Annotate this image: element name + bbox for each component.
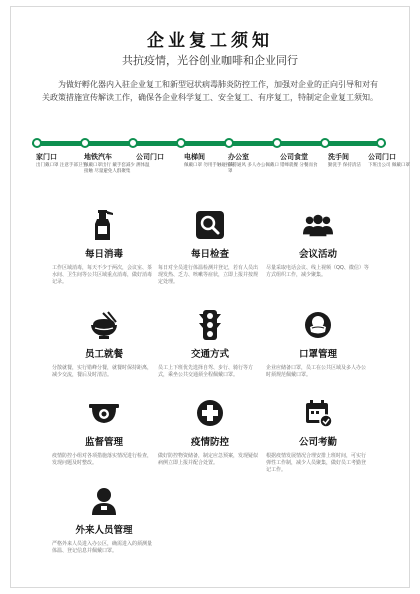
card-description: 尽量采取电话会议、线上视频（QQ、微信）等方式组织工作，减少聚集。 (266, 265, 369, 278)
intro-paragraph: 为做好孵化器内入驻企业复工和新型冠状病毒肺炎防控工作，加强对企业的正向引导和对有关政策措施宣传解读工作，确保各企业科学复工、安全复工、有序复工，特制定企业复工须知。 (42, 80, 378, 102)
card-daily-disinfection (44, 210, 164, 286)
card-mask-management (258, 310, 378, 379)
magnifier-icon (195, 210, 225, 240)
mask-face-icon (303, 310, 333, 340)
medical-cross-icon (195, 398, 225, 428)
timeline-stop-note: 出门戴口罩 注意手部卫生 (36, 163, 87, 168)
card-title: 每日检查 (190, 249, 229, 260)
card-description: 根据疫情发展情况合理安排上班时间，可实行弹性工作制，减少人员聚集，做好员工考勤登记工作。 (266, 453, 367, 473)
rice-bowl-icon (89, 310, 119, 340)
card-title: 外来人员管理 (75, 525, 133, 536)
card-description: 严格外来人员进入办公区，确需进入的须测量体温、登记信息并佩戴口罩。 (52, 541, 153, 554)
timeline-stop (36, 152, 88, 169)
timeline-dot (224, 138, 234, 148)
timeline-dot (376, 138, 386, 148)
timeline-stop-note: 错峰就餐 分餐而食 (280, 163, 318, 168)
timeline-dot (272, 138, 282, 148)
timeline-stop-title: 办公室 (228, 153, 249, 161)
timeline-dot (176, 138, 186, 148)
card-description: 工作区域消毒，每天不少于两次，会议室、茶水间、卫生间等公共区域重点消毒，做好消毒记录。 (52, 265, 153, 285)
card-title: 公司考勤 (298, 437, 337, 448)
camera-icon (89, 398, 119, 428)
person-badge-icon (89, 486, 119, 516)
timeline-stop-title: 家门口 (36, 153, 57, 161)
page-title: 企业复工须知 (147, 31, 273, 51)
card-title: 口罩管理 (298, 349, 337, 360)
card-description: 分散就餐，实行错峰分餐，就餐时保持距离，减少交流，餐后及时清洁。 (52, 365, 153, 378)
card-description: 员工上下班优先选择自驾、步行、骑行等方式，乘坐公共交通须全程佩戴口罩。 (158, 365, 254, 378)
timeline-dot (320, 138, 330, 148)
timeline-stop-note: 保持通风 多人办公佩戴口罩 (228, 163, 279, 174)
timeline-dot (32, 138, 42, 148)
timeline-dot (128, 138, 138, 148)
card-description: 每日对全员进行体温检测并登记，若有人员出现发热、乏力、咳嗽等症状，立即上报并按规定处理。 (158, 265, 259, 285)
timeline-stop-title: 公司门口 (136, 153, 164, 161)
card-meetings (258, 210, 378, 279)
timeline-stop (136, 152, 188, 169)
traffic-light-icon (195, 310, 225, 340)
card-description: 疫情防控小组对各项措施落实情况进行检查，发现问题及时整改。 (52, 453, 153, 466)
timeline-stop-note: 佩戴口罩出行 戴手套减少接触 尽量避免人群聚集 (84, 163, 135, 174)
card-attendance (258, 398, 378, 474)
card-supervision (44, 398, 164, 467)
page-subtitle: 共抗疫情，光谷创业咖啡和企业同行 (122, 54, 298, 67)
card-daily-inspection (150, 210, 270, 286)
timeline-stop (84, 152, 136, 175)
timeline-stop-title: 洗手间 (328, 153, 349, 161)
timeline-stop (368, 152, 412, 169)
card-title: 会议活动 (298, 249, 337, 260)
timeline-stop-title: 地铁汽车 (84, 153, 112, 161)
card-description: 企业应储备口罩，员工在公共区域及多人办公时须规范佩戴口罩。 (266, 365, 367, 378)
timeline-stop (228, 152, 280, 175)
card-staff-dining (44, 310, 164, 379)
card-title: 交通方式 (190, 349, 229, 360)
card-visitor-management (44, 486, 164, 555)
timeline-stop-note: 佩戴口罩 勿用手触碰按钮 (184, 163, 235, 168)
card-title: 监督管理 (84, 437, 123, 448)
card-title: 疫情防控 (190, 437, 229, 448)
people-group-icon (303, 210, 333, 240)
timeline-dot (80, 138, 90, 148)
timeline-stop-title: 电梯间 (184, 153, 205, 161)
timeline-stop-note: 下班出公司 佩戴口罩 (368, 163, 410, 168)
calendar-check-icon (303, 398, 333, 428)
card-title: 每日消毒 (84, 249, 123, 260)
timeline-stop-title: 公司门口 (368, 153, 396, 161)
card-description: 做好防控物资储备，制定应急预案，发现疑似病例立即上报并配合处置。 (158, 453, 259, 466)
timeline-stop-title: 公司食堂 (280, 153, 308, 161)
timeline-stop (280, 152, 332, 169)
timeline-stop-note: 测体温 (136, 163, 150, 168)
timeline-bar (32, 138, 386, 148)
card-epidemic-control (150, 398, 270, 467)
card-transport (150, 310, 270, 379)
timeline-stop-note: 勤洗手 保持清洁 (328, 163, 361, 168)
spray-bottle-icon (89, 210, 119, 240)
card-title: 员工就餐 (84, 349, 123, 360)
